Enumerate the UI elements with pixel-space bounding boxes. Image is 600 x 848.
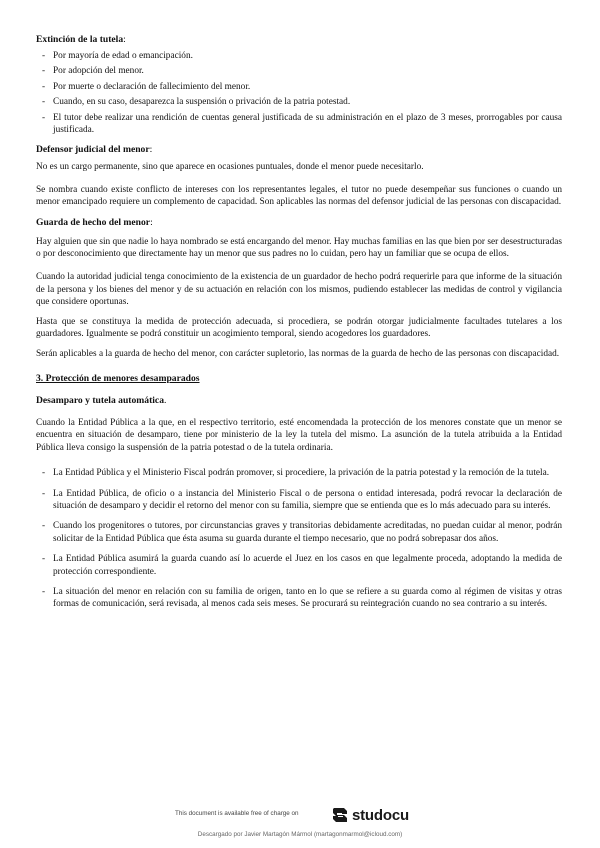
- list-item: - Cuando, en su caso, desaparezca la suspensión o privación de la patria potestad.: [42, 96, 562, 108]
- list-item: - La Entidad Pública y el Ministerio Fiscal podrán promover, si procediere, la privación de la patria potestad y la remoción de la tutela.: [42, 467, 562, 479]
- heading-proteccion: 3. Protección de menores desamparados: [36, 372, 200, 384]
- list-item: - Cuando los progenitores o tutores, por circunstancias graves y transitorias debidamente acreditadas, no puedan cuidar al menor, podrán solicitar de la Entidad Pública que ésta asuma su guarda durante el tiempo necesario, que no podrá sobrepasar dos años.: [42, 520, 562, 545]
- studocu-logo-text: studocu: [352, 806, 409, 824]
- paragraph: Hay alguien que sin que nadie lo haya nombrado se está encargando del menor. Hay muchas familias en las que bien por ser desestructuradas o por desconocimiento que directamente hay un menor que sus padres no lo cuidan, pero hay un familiar que se ocupa de ellos.: [36, 236, 562, 260]
- list-item: - La Entidad Pública, de oficio o a instancia del Ministerio Fiscal o de persona o entidad interesada, podrá revocar la declaración de situación de desamparo y decidir el retorno del menor con su familia, siempre que se entienda que es lo más adecuado para su interés.: [42, 488, 562, 513]
- studocu-logo[interactable]: [331, 805, 409, 825]
- document-page: [36, 33, 562, 611]
- paragraph: Cuando la autoridad judicial tenga conocimiento de la existencia de un guardador de hecho podrá requerirle para que informe de la situación de la persona y los bienes del menor y de su actuación en relación con los mismos, pudiendo establecer las medidas de control y vigilancia que considere oportunas.: [36, 272, 562, 308]
- list-item: - La situación del menor en relación con su familia de origen, tanto en lo que se refiere a su guarda como al régimen de visitas y otras formas de comunicación, será revisada, al menos cada seis meses. Se procurará su reintegración cuando no sea contrario a su interés.: [42, 586, 562, 611]
- heading-desamparo: Desamparo y tutela automática.: [36, 394, 167, 406]
- download-attribution: Descargado por Javier Martagón Mármol (martagonmarmol@icloud.com): [197, 831, 403, 838]
- heading-defensor: Defensor judicial del menor:: [36, 144, 153, 156]
- paragraph: Cuando la Entidad Pública a la que, en el respectivo territorio, esté encomendada la protección de los menores constate que un menor se encuentra en situación de desamparo, tiene por ministerio de la ley la tutela del mismo. La asunción de la tutela atribuida a la Entidad Pública lleva consigo la suspensión de la patria potestad o de la tutela ordinaria.: [36, 417, 562, 453]
- paragraph: Serán aplicables a la guarda de hecho del menor, con carácter supletorio, las normas de la guarda de hecho de las personas con discapacidad.: [36, 348, 560, 359]
- list-item: - Por muerte o declaración de fallecimiento del menor.: [42, 81, 562, 93]
- paragraph: Se nombra cuando existe conflicto de intereses con los representantes legales, el tutor no puede desempeñar sus funciones o cuando un menor emancipado requiere un complemento de capacidad. Son aplicables las normas del defensor judicial de las personas con discapacidad.: [36, 184, 562, 208]
- page-footer: [0, 803, 600, 843]
- heading-extincion: Extinción de la tutela:: [36, 34, 126, 45]
- list-item: - La Entidad Pública asumirá la guarda cuando así lo acuerde el Juez en los casos en que legalmente proceda, adoptando la medida de protección correspondiente.: [42, 553, 562, 578]
- list-item: - Por adopción del menor.: [42, 65, 562, 77]
- availability-note: This document is available free of charge on: [175, 810, 299, 817]
- studocu-logo-icon: [331, 806, 349, 824]
- heading-guarda: Guarda de hecho del menor:: [36, 216, 153, 228]
- paragraph: No es un cargo permanente, sino que aparece en ocasiones puntuales, donde el menor puede necesitarlo.: [36, 162, 424, 173]
- list-item: - Por mayoría de edad o emancipación.: [42, 50, 562, 62]
- paragraph: Hasta que se constituya la medida de protección adecuada, si procediera, se podrán otorgar judicialmente facultades tutelares a los guardadores. Igualmente se podrá constituir un acogimiento temporal, siendo acogedores los guardadores.: [36, 316, 562, 340]
- list-item: - El tutor debe realizar una rendición de cuentas general justificada de su administración en el plazo de 3 meses, prorrogables por causa justificada.: [42, 112, 562, 137]
- list-extincion: [36, 50, 562, 136]
- list-desamparo: [36, 467, 562, 611]
